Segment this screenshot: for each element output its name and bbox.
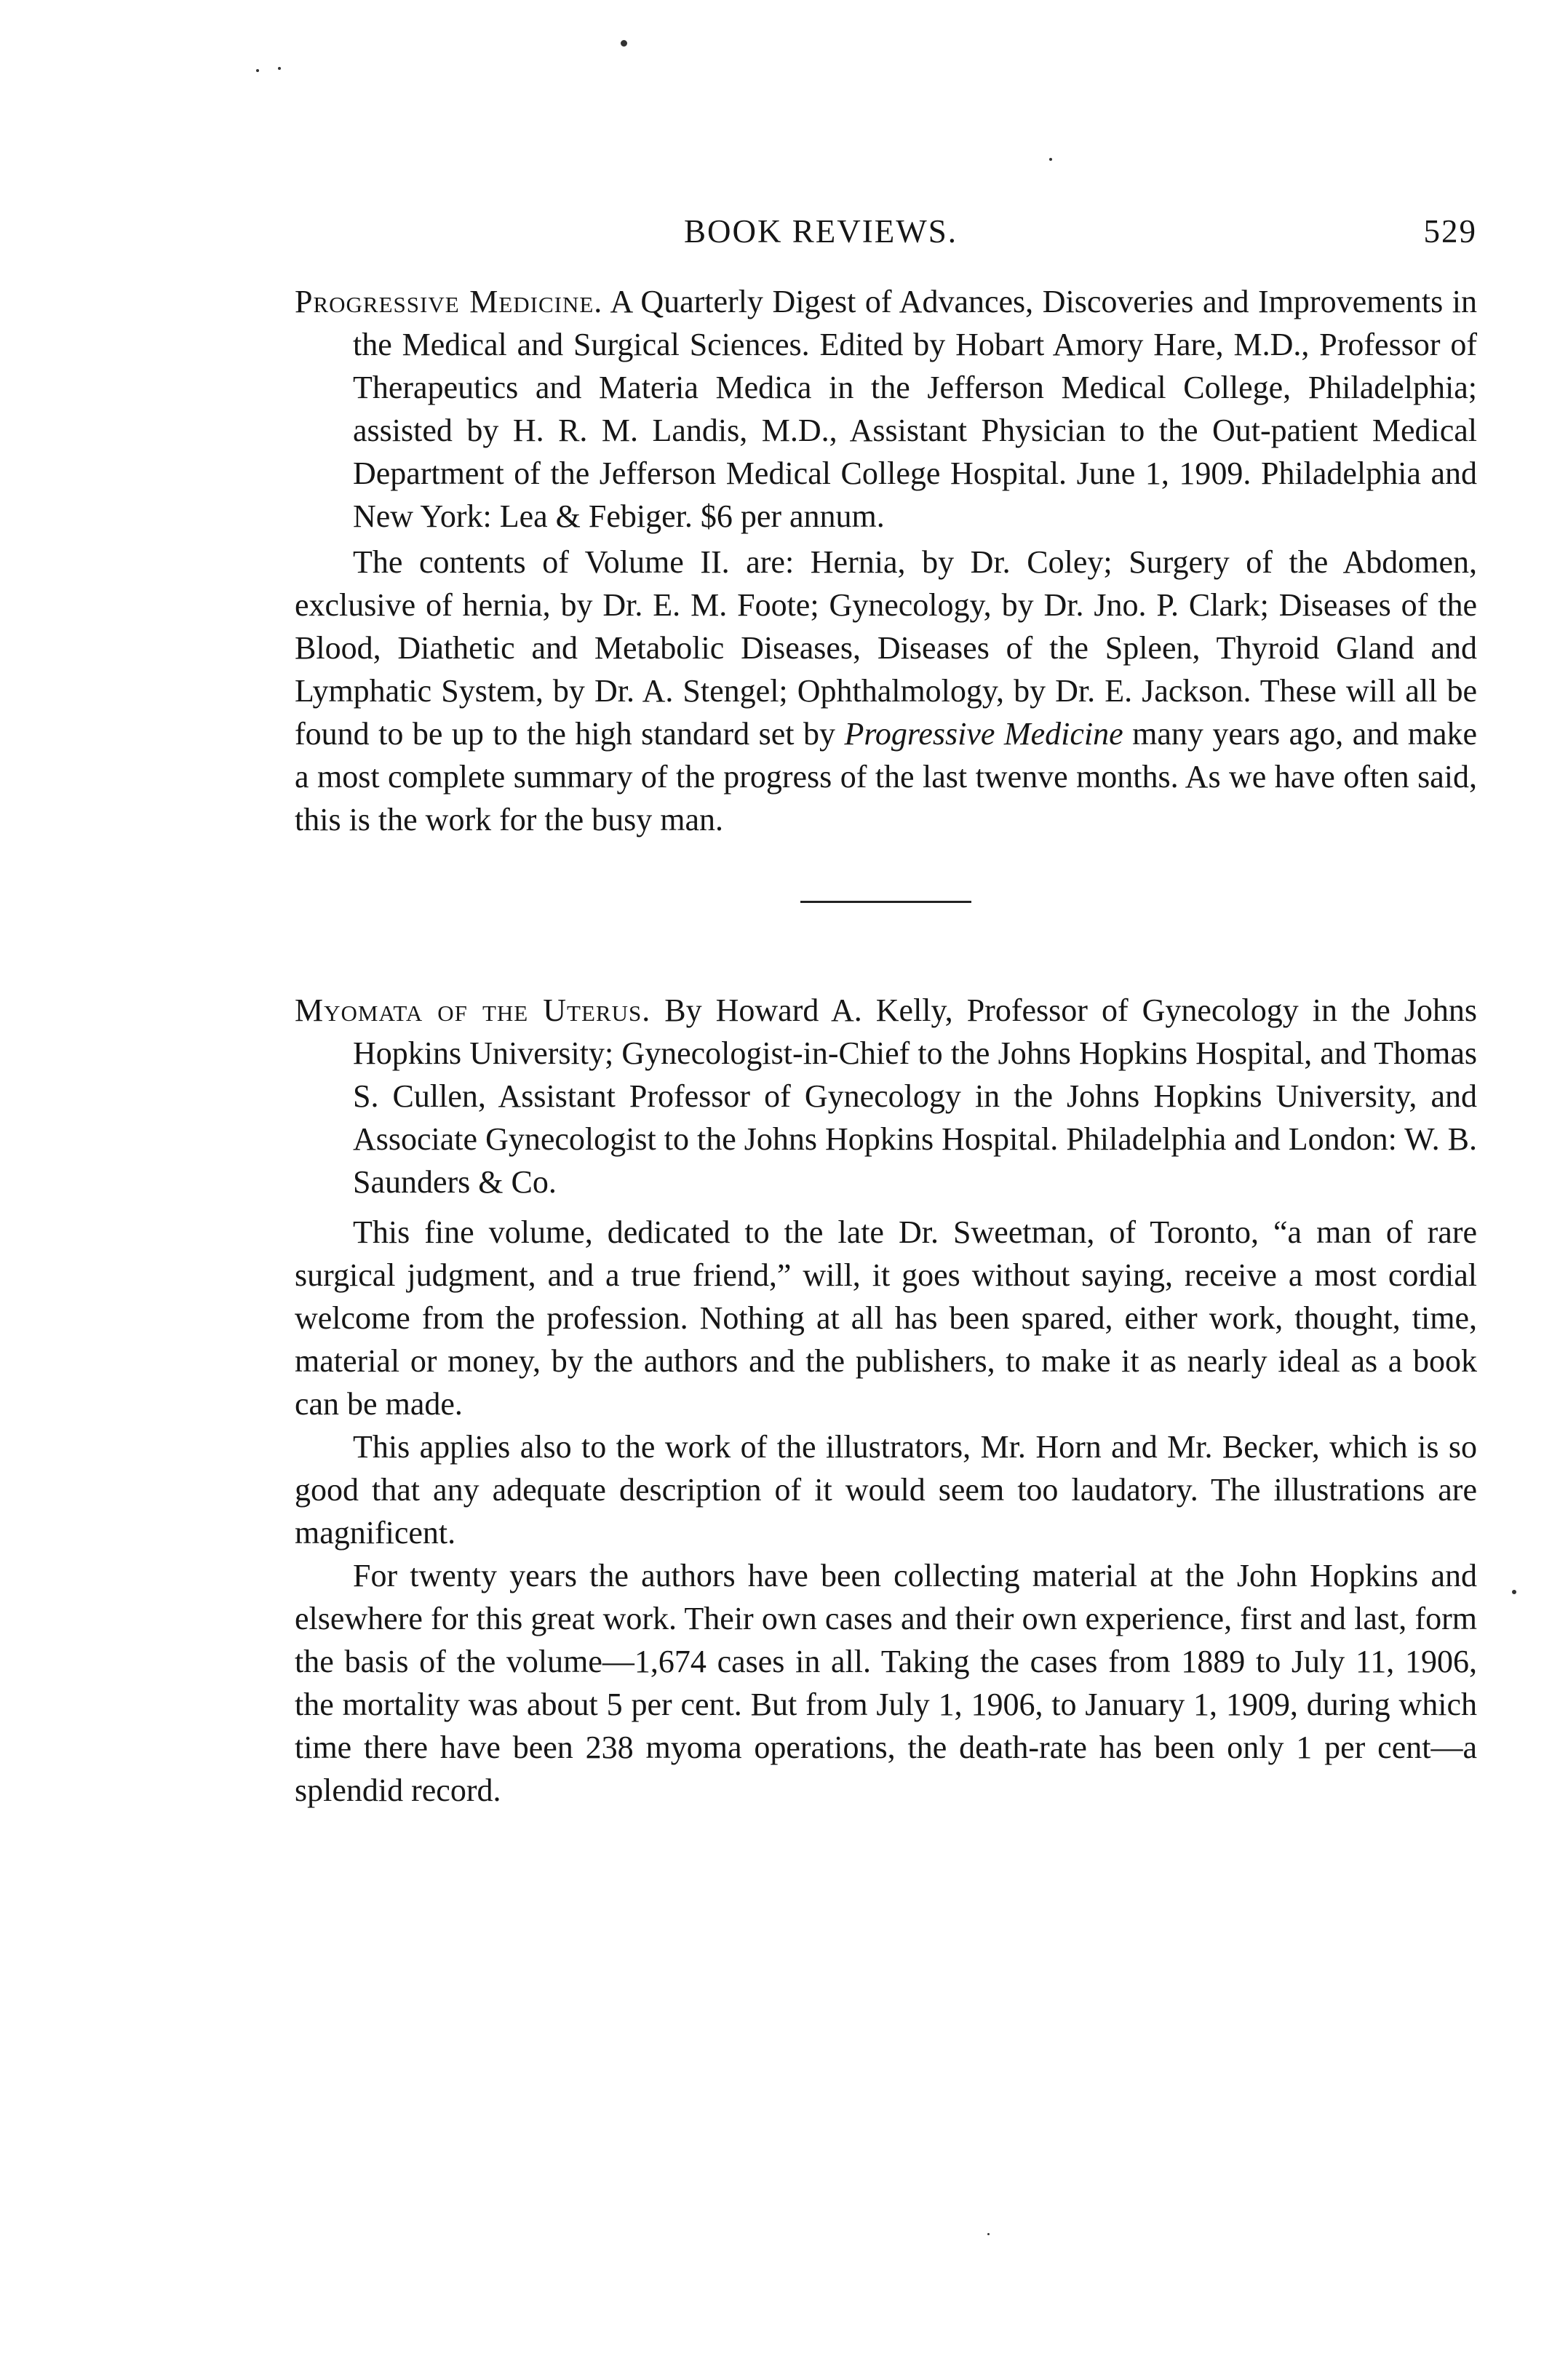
- ink-speck: [987, 2233, 990, 2235]
- review-title: Myomata of the Uterus.: [295, 992, 651, 1028]
- ink-speck: [256, 69, 259, 72]
- review-paragraph: For twenty years the authors have been collecting material at the John Hopkins and elsewhere for this great work. Their own cases and their own experience, first and last, form the basis of the volume—1,674 cases in all. Taking the cases from 1889 to July 11, 1906, the mortality was about 5 per cent. But from July 1, 1906, to January 1, 1909, during which time there have been 238 myoma operations, the death-rate has been only 1 per cent—a splendid record.: [295, 1558, 1477, 1808]
- paragraph-text: many years ago, and make a most complete summary of the progress of the last twenve months. As we have often said, this is the work for the busy man.: [295, 716, 1478, 837]
- review-paragraph: This applies also to the work of the illustrators, Mr. Horn and Mr. Becker, which is so good that any adequate description of it would seem too laudatory. The illustrations are magnificent.: [295, 1429, 1477, 1551]
- section-divider: [800, 901, 971, 903]
- review-paragraph: This fine volume, dedicated to the late Dr. Sweetman, of Toronto, “a man of rare surgical judgment, and a true friend,” will, it goes without saying, receive a most cordial welcome from the profession. Nothing at all has been spared, either work, thought, time, material or money, by the authors and the publishers, to make it as nearly ideal as a book can be made.: [295, 1214, 1477, 1422]
- review-citation: [295, 280, 1477, 538]
- italic-title: Progressive Medicine: [844, 716, 1123, 752]
- page-body: [295, 280, 1477, 1812]
- ink-speck: [278, 67, 281, 70]
- paragraph-text: The contents of Volume II. are: Hernia, by Dr. Coley; Surgery of the Abdomen, exclusive of hernia, by Dr. E. M. Foote; Gynecology, by Dr. Jno. P. Clark; Diseases of the Blood, Diathetic and Metabolic Diseases, Diseases of the Spleen, Thyroid Gland and Lymphatic System, by Dr. A. Stengel; Ophthalmology, by Dr. E. Jackson. These will all be found to be up to the high standard set by: [295, 544, 1477, 752]
- citation-text: By Howard A. Kelly, Professor of Gynecology in the Johns Hopkins University; Gynecologist-in-Chief to the Johns Hopkins Hospital, and Thomas S. Cullen, Assistant Professor of Gynecology in the Johns Hopkins University, and Associate Gynecologist to the Johns Hopkins Hospital. Philadelphia and London: W. B. Saunders & Co.: [353, 992, 1478, 1200]
- running-title: BOOK REVIEWS.: [684, 213, 958, 250]
- citation-text: A Quarterly Digest of Advances, Discoveries and Improvements in the Medical and Surgical Sciences. Edited by Hobart Amory Hare, M.D., Professor of Therapeutics and Materia Medica in the Jefferson Medical College, Philadelphia; assisted by H. R. M. Landis, M.D., Assistant Physician to the Out-patient Medical Department of the Jefferson Medical College Hospital. June 1, 1909. Philadelphia and New York: Lea & Febiger. $6 per annum.: [353, 284, 1477, 534]
- page-number: 529: [1423, 213, 1477, 250]
- ink-speck: [1512, 1590, 1516, 1594]
- ink-speck: [1049, 158, 1052, 161]
- running-head: [291, 212, 1477, 256]
- review-citation: [295, 989, 1477, 1203]
- review-title: Progressive Medicine.: [295, 284, 603, 319]
- spacer: [295, 1203, 1477, 1211]
- ink-speck: [621, 40, 627, 47]
- review-paragraph: [295, 541, 1477, 841]
